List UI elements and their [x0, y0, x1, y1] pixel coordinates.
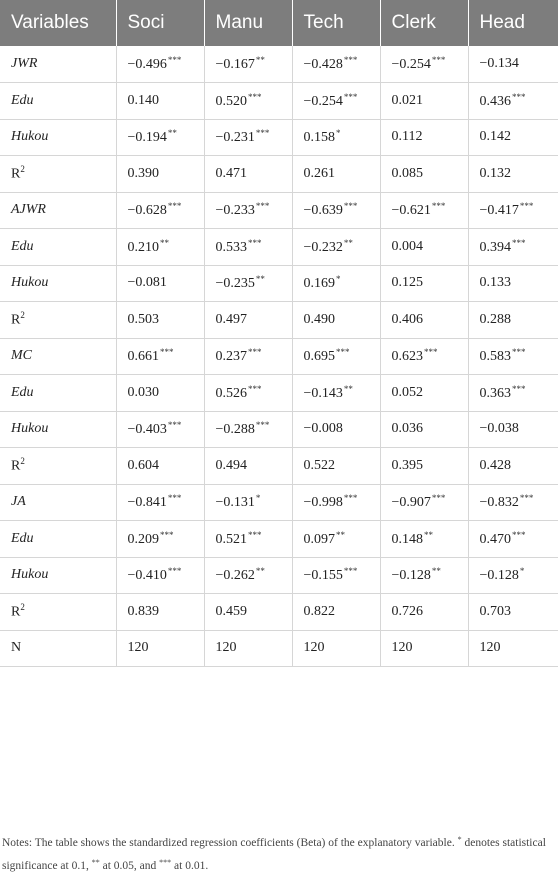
cell-value: 0.623: [391, 349, 423, 365]
header-soci: Soci: [116, 0, 204, 46]
table-cell: [468, 594, 558, 631]
row-label-text: Edu: [11, 384, 34, 400]
notes-text-1: Notes: The table shows the standardized regression coefficients (Beta) of the explanatory variable.: [2, 837, 458, 849]
table-cell: [468, 521, 558, 558]
cell-value: 0.112: [391, 129, 423, 145]
row-label: [0, 521, 116, 558]
table-cell: [468, 46, 558, 83]
table-cell: [468, 192, 558, 229]
table-cell: [204, 630, 292, 667]
table-cell: [116, 630, 204, 667]
cell-value: 0.490: [303, 311, 335, 327]
table-cell: [292, 411, 380, 448]
cell-value: −0.998: [303, 495, 343, 511]
table-cell: [468, 630, 558, 667]
row-label-superscript: 2: [20, 310, 25, 321]
row-label-superscript: 2: [20, 164, 25, 175]
cell-value: 0.395: [391, 457, 423, 473]
cell-value: −0.128: [479, 568, 519, 584]
row-label: [0, 448, 116, 485]
cell-value: −0.143: [303, 385, 343, 401]
row-label-text: Edu: [11, 238, 34, 254]
cell-value: 120: [303, 640, 325, 656]
notes-text-4: at 0.01.: [171, 860, 209, 872]
table-cell: [292, 229, 380, 266]
row-label: [0, 46, 116, 83]
table-cell: [292, 484, 380, 521]
cell-value: −0.134: [479, 56, 519, 71]
cell-value: −0.128: [391, 568, 431, 584]
cell-value: 0.497: [215, 311, 247, 327]
table-cell: [468, 338, 558, 375]
cell-value: −0.232: [303, 239, 343, 255]
table-row: [0, 302, 558, 339]
cell-value: 0.522: [303, 457, 335, 473]
significance-stars: **: [431, 566, 441, 577]
cell-value: 0.394: [479, 239, 511, 255]
table-cell: [116, 375, 204, 412]
table-cell: [204, 46, 292, 83]
row-label-text: Edu: [11, 530, 34, 546]
table-cell: [292, 630, 380, 667]
cell-value: −0.194: [127, 130, 167, 146]
table-cell: [204, 557, 292, 594]
cell-value: 0.604: [127, 457, 159, 473]
table-cell: [292, 521, 380, 558]
table-cell: [468, 229, 558, 266]
row-label: [0, 630, 116, 667]
significance-stars: ***: [519, 201, 534, 212]
cell-value: −0.155: [303, 568, 343, 584]
cell-value: −0.403: [127, 422, 167, 438]
cell-value: 0.132: [479, 165, 511, 181]
table-cell: [380, 484, 468, 521]
cell-value: −0.628: [127, 203, 167, 219]
table-row: [0, 411, 558, 448]
significance-stars: ***: [424, 347, 438, 358]
cell-value: −0.621: [391, 203, 431, 219]
table-row: [0, 46, 558, 83]
cell-value: −0.235: [215, 276, 255, 292]
cell-value: −0.081: [127, 275, 167, 291]
cell-value: −0.428: [303, 57, 343, 72]
table-cell: [292, 119, 380, 156]
cell-value: 0.210: [127, 239, 159, 255]
significance-stars: ***: [248, 383, 262, 394]
cell-value: 0.695: [303, 349, 335, 365]
table-cell: [116, 119, 204, 156]
table-cell: [468, 302, 558, 339]
row-label-text: R: [11, 459, 21, 475]
row-label-text: AJWR: [11, 202, 46, 218]
significance-stars: ***: [343, 566, 358, 577]
table-cell: [116, 521, 204, 558]
table-cell: [116, 46, 204, 83]
cell-value: 0.471: [215, 165, 247, 181]
cell-value: 0.839: [127, 603, 159, 619]
table-cell: [468, 484, 558, 521]
significance-stars: ***: [512, 529, 526, 540]
table-row: [0, 83, 558, 120]
row-label-text: R: [11, 605, 21, 621]
cell-value: −0.410: [127, 568, 167, 584]
table-cell: [116, 338, 204, 375]
table-cell: [468, 265, 558, 302]
cell-value: 120: [215, 640, 237, 656]
cell-value: −0.417: [479, 203, 519, 219]
table-cell: [204, 156, 292, 193]
table-cell: [380, 119, 468, 156]
row-label-superscript: 2: [20, 602, 25, 613]
significance-stars: ***: [255, 128, 270, 139]
significance-stars: ***: [255, 420, 270, 431]
table-cell: [380, 521, 468, 558]
cell-value: 0.822: [303, 603, 335, 619]
cell-value: 0.288: [479, 311, 511, 327]
row-label: [0, 594, 116, 631]
table-cell: [468, 557, 558, 594]
significance-stars: ***: [167, 420, 182, 431]
table-cell: [116, 448, 204, 485]
table-cell: [380, 83, 468, 120]
table-cell: [292, 83, 380, 120]
table-cell: [116, 557, 204, 594]
table-row: [0, 521, 558, 558]
table-cell: [116, 192, 204, 229]
significance-stars: *: [519, 566, 525, 577]
cell-value: 0.158: [303, 130, 335, 146]
table-cell: [292, 375, 380, 412]
significance-stars: ***: [248, 529, 262, 540]
cell-value: −0.262: [215, 568, 255, 584]
significance-stars: ***: [519, 493, 534, 504]
significance-stars: ***: [343, 493, 358, 504]
cell-value: −0.231: [215, 130, 255, 146]
cell-value: 0.169: [303, 276, 335, 292]
table-cell: [380, 156, 468, 193]
cell-value: 0.406: [391, 311, 423, 327]
significance-stars: ***: [336, 347, 350, 358]
cell-value: 0.261: [303, 165, 335, 181]
significance-stars: ***: [431, 55, 446, 65]
table-cell: [292, 265, 380, 302]
row-label-text: Hukou: [11, 129, 49, 145]
row-label-text: JA: [11, 494, 26, 510]
cell-value: 0.494: [215, 457, 247, 473]
significance-stars: **: [343, 383, 353, 394]
cell-value: −0.233: [215, 203, 255, 219]
cell-value: −0.288: [215, 422, 255, 438]
table-cell: [204, 83, 292, 120]
cell-value: 0.521: [215, 531, 247, 547]
table-cell: [204, 448, 292, 485]
row-label: [0, 484, 116, 521]
cell-value: −0.131: [215, 495, 255, 511]
table-cell: [204, 338, 292, 375]
table-cell: [116, 229, 204, 266]
significance-stars: ***: [167, 201, 182, 212]
header-clerk: Clerk: [380, 0, 468, 46]
significance-stars: **: [424, 529, 433, 540]
cell-value: 0.148: [391, 531, 423, 547]
row-label-superscript: 2: [20, 456, 25, 467]
row-label: [0, 557, 116, 594]
table-cell: [116, 156, 204, 193]
table-cell: [204, 484, 292, 521]
significance-stars: ***: [512, 383, 526, 394]
row-label: [0, 192, 116, 229]
table-row: [0, 594, 558, 631]
table-notes: [0, 830, 554, 876]
table-cell: [116, 265, 204, 302]
significance-stars: ***: [160, 529, 174, 540]
table-cell: [204, 302, 292, 339]
cell-value: 0.533: [215, 239, 247, 255]
cell-value: 0.661: [127, 349, 159, 365]
table-cell: [292, 192, 380, 229]
cell-value: 0.133: [479, 275, 511, 291]
row-label-text: Hukou: [11, 275, 49, 291]
header-variables: Variables: [0, 0, 116, 46]
table-row: [0, 375, 558, 412]
row-label: [0, 83, 116, 120]
significance-stars: ***: [167, 493, 182, 504]
table-cell: [292, 156, 380, 193]
table-cell: [380, 192, 468, 229]
significance-stars: ***: [255, 201, 270, 212]
table-cell: [468, 448, 558, 485]
row-label: [0, 302, 116, 339]
row-label-text: Edu: [11, 92, 34, 108]
header-manu: Manu: [204, 0, 292, 46]
table-cell: [380, 338, 468, 375]
cell-value: 0.520: [215, 93, 247, 109]
header-head: Head: [468, 0, 558, 46]
significance-stars: ***: [343, 55, 358, 65]
table-row: [0, 448, 558, 485]
table-cell: [380, 630, 468, 667]
notes-sig-3: ***: [159, 858, 172, 867]
cell-value: −0.639: [303, 203, 343, 219]
significance-stars: **: [255, 566, 265, 577]
notes-text-3: at 0.05, and: [99, 860, 160, 872]
significance-stars: ***: [343, 201, 358, 212]
cell-value: 120: [127, 640, 149, 656]
table-row: [0, 338, 558, 375]
row-label-text: Hukou: [11, 421, 49, 437]
table-row: [0, 484, 558, 521]
cell-value: 0.004: [391, 238, 423, 254]
table-cell: [204, 119, 292, 156]
cell-value: 0.125: [391, 275, 423, 291]
cell-value: 0.021: [391, 92, 423, 108]
row-label: [0, 156, 116, 193]
table-cell: [292, 46, 380, 83]
significance-stars: **: [167, 128, 177, 139]
table-cell: [468, 83, 558, 120]
row-label: [0, 265, 116, 302]
table-cell: [292, 594, 380, 631]
table-cell: [292, 448, 380, 485]
table-cell: [380, 448, 468, 485]
table-header-row: [0, 0, 558, 46]
table-cell: [380, 229, 468, 266]
table-cell: [292, 557, 380, 594]
notes-sig-2: **: [91, 858, 100, 867]
cell-value: 0.470: [479, 531, 511, 547]
cell-value: 0.363: [479, 385, 511, 401]
table-cell: [116, 484, 204, 521]
significance-stars: *: [336, 128, 341, 139]
cell-value: 0.436: [479, 93, 511, 109]
cell-value: −0.496: [127, 57, 167, 72]
cell-value: 0.459: [215, 603, 247, 619]
table-cell: [380, 46, 468, 83]
table-row: [0, 156, 558, 193]
cell-value: 0.097: [303, 531, 335, 547]
significance-stars: ***: [512, 347, 526, 358]
row-label: [0, 229, 116, 266]
significance-stars: ***: [248, 91, 262, 102]
table-row: [0, 630, 558, 667]
significance-stars: ***: [160, 347, 174, 358]
table-cell: [204, 265, 292, 302]
table-row: [0, 192, 558, 229]
cell-value: 120: [479, 640, 501, 656]
table-cell: [204, 375, 292, 412]
table-cell: [468, 375, 558, 412]
row-label: [0, 411, 116, 448]
table-cell: [380, 265, 468, 302]
significance-stars: **: [160, 237, 169, 248]
significance-stars: ***: [431, 493, 446, 504]
table-cell: [116, 594, 204, 631]
cell-value: 0.390: [127, 165, 159, 181]
significance-stars: **: [255, 274, 265, 285]
significance-stars: **: [255, 55, 265, 65]
row-label-text: R: [11, 313, 21, 329]
row-label: [0, 375, 116, 412]
row-label-text: MC: [11, 348, 32, 364]
row-label-text: N: [11, 640, 22, 656]
cell-value: 0.703: [479, 603, 511, 619]
table-cell: [204, 229, 292, 266]
cell-value: 0.503: [127, 311, 159, 327]
cell-value: 0.140: [127, 92, 159, 108]
cell-value: −0.832: [479, 495, 519, 511]
row-label-text: JWR: [11, 56, 38, 71]
table-cell: [116, 302, 204, 339]
table-cell: [116, 411, 204, 448]
table-cell: [204, 521, 292, 558]
cell-value: 0.237: [215, 349, 247, 365]
header-tech: Tech: [292, 0, 380, 46]
cell-value: −0.254: [303, 93, 343, 109]
cell-value: −0.167: [215, 57, 255, 72]
cell-value: −0.907: [391, 495, 431, 511]
row-label-text: Hukou: [11, 567, 49, 583]
table-cell: [204, 192, 292, 229]
significance-stars: ***: [431, 201, 446, 212]
cell-value: 0.142: [479, 129, 511, 145]
significance-stars: ***: [343, 91, 358, 102]
table-cell: [468, 411, 558, 448]
cell-value: 0.030: [127, 384, 159, 400]
cell-value: −0.008: [303, 421, 343, 437]
table-cell: [292, 302, 380, 339]
significance-stars: ***: [167, 566, 182, 577]
table-cell: [468, 156, 558, 193]
cell-value: 0.583: [479, 349, 511, 365]
table-cell: [380, 557, 468, 594]
row-label: [0, 119, 116, 156]
table-body: [0, 46, 558, 667]
significance-stars: **: [336, 529, 345, 540]
row-label: [0, 338, 116, 375]
table-cell: [380, 411, 468, 448]
table-cell: [380, 594, 468, 631]
cell-value: 0.036: [391, 421, 423, 437]
cell-value: 0.726: [391, 603, 423, 619]
table-row: [0, 119, 558, 156]
significance-stars: *: [336, 274, 341, 285]
table-row: [0, 265, 558, 302]
cell-value: −0.841: [127, 495, 167, 511]
significance-stars: ***: [512, 91, 526, 102]
notes-sig-1: *: [457, 835, 462, 844]
significance-stars: ***: [248, 237, 262, 248]
table-cell: [116, 83, 204, 120]
table-cell: [292, 338, 380, 375]
cell-value: 0.526: [215, 385, 247, 401]
cell-value: −0.038: [479, 421, 519, 437]
significance-stars: **: [343, 237, 353, 248]
table-cell: [204, 411, 292, 448]
significance-stars: ***: [167, 55, 182, 65]
significance-stars: *: [255, 493, 261, 504]
significance-stars: ***: [512, 237, 526, 248]
cell-value: −0.254: [391, 57, 431, 72]
significance-stars: ***: [248, 347, 262, 358]
notes-text-2: denotes statistical significance at 0.1,: [2, 837, 546, 872]
row-label-text: R: [11, 167, 21, 183]
table-cell: [380, 302, 468, 339]
cell-value: 0.428: [479, 457, 511, 473]
cell-value: 120: [391, 640, 413, 656]
table-row: [0, 557, 558, 594]
cell-value: 0.052: [391, 384, 423, 400]
table-row: [0, 229, 558, 266]
table-cell: [204, 594, 292, 631]
table-cell: [468, 119, 558, 156]
cell-value: 0.209: [127, 531, 159, 547]
cell-value: 0.085: [391, 165, 423, 181]
table-cell: [380, 375, 468, 412]
